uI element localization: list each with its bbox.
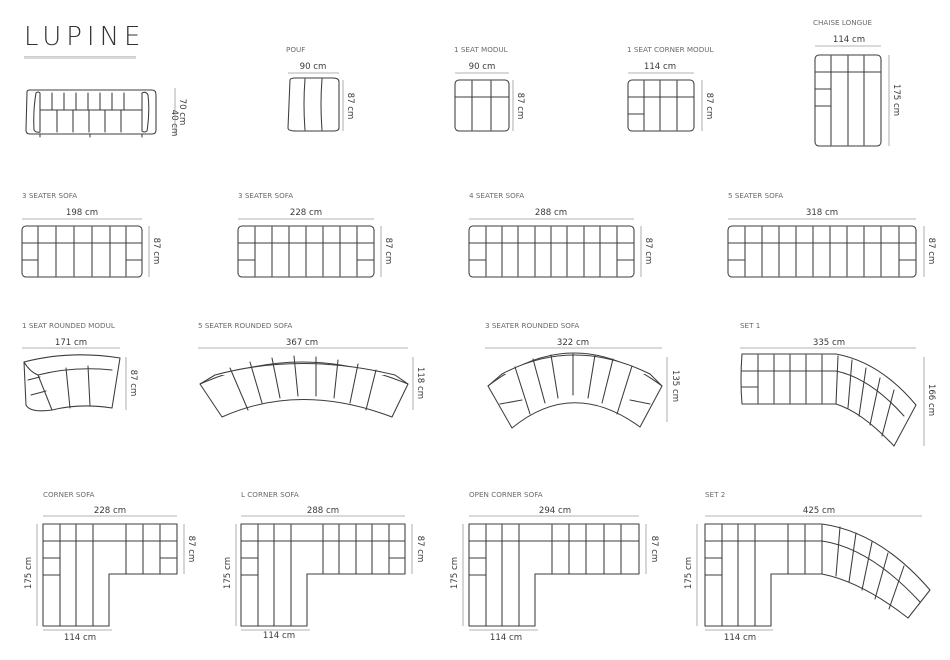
chaise-label: CHAISE LONGUE [813, 18, 873, 27]
set1-drawing [741, 354, 916, 446]
set1-width-dim: 335 cm [812, 338, 846, 348]
s5-width-dim: 318 cm [805, 208, 839, 218]
corner-label: CORNER SOFA [43, 490, 95, 499]
open-length-dim: 175 cm [450, 556, 460, 590]
s3b-label: 3 SEATER SOFA [238, 191, 294, 200]
s3b-depth-dim: 87 cm [383, 237, 393, 265]
s4-depth-dim: 87 cm [643, 237, 653, 265]
side-view-drawing [26, 90, 156, 137]
corner-drawing [43, 524, 177, 626]
chaise-depth-dim: 175 cm [891, 83, 901, 117]
set2-label: SET 2 [705, 490, 726, 499]
lcorner-chaise-dim: 114 cm [262, 631, 296, 641]
open-depth-dim: 87 cm [649, 535, 659, 563]
s4-label: 4 SEATER SOFA [469, 191, 525, 200]
open-width-dim: 294 cm [538, 506, 572, 516]
corner-depth-dim: 87 cm [186, 535, 196, 563]
set2-width-dim: 425 cm [802, 506, 836, 516]
corner-length-dim: 175 cm [24, 556, 34, 590]
r3-width-dim: 322 cm [556, 338, 590, 348]
seat1-width-dim: 90 cm [468, 62, 496, 72]
set1-label: SET 1 [740, 321, 761, 330]
seat1-drawing [455, 80, 509, 131]
set2-length-dim: 175 cm [684, 556, 694, 590]
seat1-label: 1 SEAT MODUL [454, 45, 508, 54]
r3-depth-dim: 135 cm [670, 369, 680, 403]
r3-drawing [488, 353, 662, 428]
corner1-depth-dim: 87 cm [704, 92, 714, 120]
r5-width-dim: 367 cm [285, 338, 319, 348]
s5-label: 5 SEATER SOFA [728, 191, 784, 200]
seat1-depth-dim: 87 cm [515, 92, 525, 120]
s3a-drawing [22, 226, 142, 277]
pouf-depth-dim: 87 cm [345, 92, 355, 120]
r3-label: 3 SEATER ROUNDED SOFA [485, 321, 580, 330]
pouf-width-dim: 90 cm [299, 62, 327, 72]
s4-width-dim: 288 cm [534, 208, 568, 218]
lcorner-length-dim: 175 cm [223, 556, 233, 590]
s3a-depth-dim: 87 cm [151, 237, 161, 265]
r1-drawing [24, 355, 120, 411]
r1-depth-dim: 87 cm [128, 369, 138, 397]
s3b-drawing [238, 226, 374, 277]
corner1-drawing [628, 80, 694, 131]
open-drawing [469, 524, 639, 626]
r5-depth-dim: 118 cm [415, 366, 425, 400]
s4-drawing [469, 226, 634, 277]
side-height-dim: 70 cm [177, 98, 187, 126]
set2-drawing [705, 524, 930, 626]
set1-depth-dim: 166 cm [926, 383, 936, 417]
chaise-drawing [815, 55, 881, 146]
open-chaise-dim: 114 cm [489, 633, 523, 643]
s3a-width-dim: 198 cm [65, 208, 99, 218]
r5-label: 5 SEATER ROUNDED SOFA [198, 321, 293, 330]
r5-drawing [200, 356, 408, 417]
s3a-label: 3 SEATER SOFA [22, 191, 78, 200]
set2-chaise-dim: 114 cm [723, 633, 757, 643]
chaise-width-dim: 114 cm [832, 35, 866, 45]
corner1-label: 1 SEAT CORNER MODUL [627, 45, 714, 54]
side-seat-dim: 40 cm [169, 109, 179, 137]
s3b-width-dim: 228 cm [289, 208, 323, 218]
corner-width-dim: 228 cm [93, 506, 127, 516]
lcorner-label: L CORNER SOFA [241, 490, 299, 499]
corner1-width-dim: 114 cm [643, 62, 677, 72]
lcorner-depth-dim: 87 cm [415, 535, 425, 563]
brand-title: LUPINE [24, 22, 146, 52]
pouf-drawing [288, 78, 339, 131]
open-label: OPEN CORNER SOFA [469, 490, 543, 499]
sofa-drawings [22, 55, 930, 626]
s5-drawing [728, 226, 916, 277]
lcorner-width-dim: 288 cm [306, 506, 340, 516]
r1-width-dim: 171 cm [54, 338, 88, 348]
r1-label: 1 SEAT ROUNDED MODUL [22, 321, 115, 330]
pouf-label: POUF [286, 45, 306, 54]
corner-chaise-dim: 114 cm [63, 633, 97, 643]
s5-depth-dim: 87 cm [926, 237, 936, 265]
lcorner-drawing [241, 524, 405, 626]
